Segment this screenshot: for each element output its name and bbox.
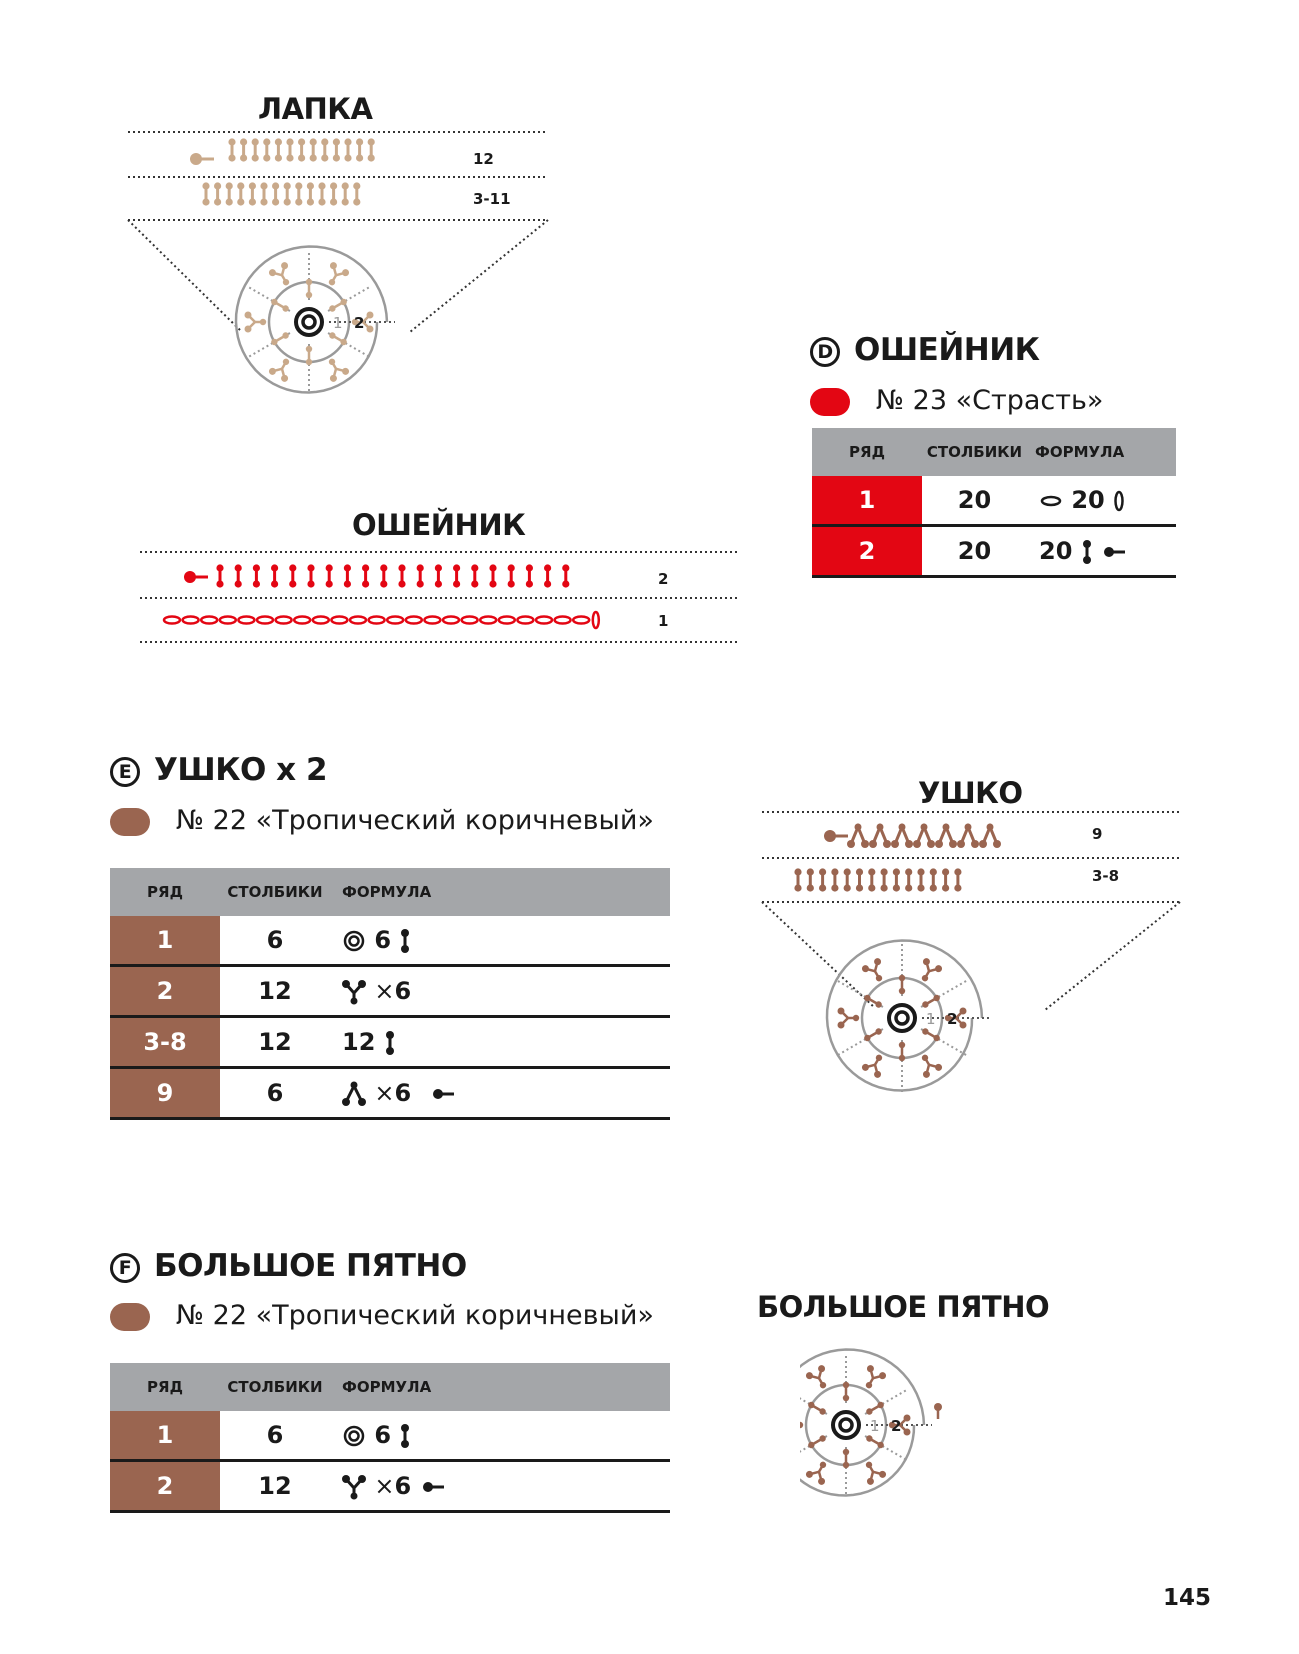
section-d-yarn-swatch <box>810 388 850 416</box>
sc-stitch-mark <box>508 564 515 587</box>
sc-stitch-mark <box>917 868 924 891</box>
ushko-row-label-3-8: 3-8 <box>1092 867 1120 885</box>
chain-stitch-mark <box>276 617 292 624</box>
formula <box>1027 476 1176 526</box>
chain-stitch-mark <box>201 617 217 624</box>
lapka-diagram <box>110 120 570 430</box>
section-f-title <box>110 1248 467 1284</box>
lapka-row-label-3-11: 3-11 <box>473 190 511 208</box>
row-number: 3-8 <box>110 1017 220 1068</box>
header-formula: ФОРМУЛА <box>1027 428 1176 476</box>
header-stitches: СТОЛБИКИ <box>922 428 1027 476</box>
lapka-sc-row-top <box>228 138 374 161</box>
sc-stitch-mark <box>831 868 838 891</box>
table-row <box>812 526 1176 577</box>
slip-stitch-icon <box>420 1480 446 1494</box>
formula <box>330 1461 670 1512</box>
sc-stitch-mark <box>321 138 328 161</box>
increase-icon <box>342 979 366 1005</box>
sc-stitch-mark <box>843 1382 849 1401</box>
sc-stitch-mark <box>868 868 875 891</box>
slip-stitch-icon <box>1101 545 1127 559</box>
chain-icon <box>1039 494 1063 508</box>
osheynik-sc-row <box>216 564 569 587</box>
chain-stitch-mark <box>443 617 459 624</box>
decrease-stitch-mark <box>979 824 1001 849</box>
row-number: 1 <box>110 916 220 966</box>
sc-stitch-mark <box>295 182 302 205</box>
sc-stitch-mark <box>453 564 460 587</box>
sc-stitch-mark <box>856 868 863 891</box>
sc-stitch-mark <box>905 868 912 891</box>
lapka-magic-ring-spiral <box>236 247 395 395</box>
table-row <box>110 1461 670 1512</box>
increase-stitch-mark <box>245 312 267 333</box>
pyatno-diagram-title: БОЛЬШОЕ ПЯТНО <box>757 1290 1050 1324</box>
section-d-yarn <box>810 385 1103 416</box>
increase-icon <box>342 1474 366 1500</box>
formula <box>330 1068 670 1119</box>
section-f-yarn-swatch <box>110 1303 150 1331</box>
formula-count: 20 <box>1071 486 1105 514</box>
chain-stitch-mark <box>517 617 533 624</box>
increase-stitch-mark <box>838 1008 860 1029</box>
formula-count: 12 <box>342 1028 376 1056</box>
ring-label-2: 2 <box>354 314 365 332</box>
section-e-yarn-swatch <box>110 808 150 836</box>
formula <box>330 1411 670 1461</box>
decrease-stitch-mark <box>913 824 935 849</box>
header-stitches: СТОЛБИКИ <box>220 868 330 916</box>
sc-stitch-mark <box>807 868 814 891</box>
chain-stitch-mark <box>499 617 515 624</box>
sc-stitch-mark <box>271 564 278 587</box>
stitch-count: 12 <box>220 1461 330 1512</box>
times-sign: × <box>374 1079 395 1107</box>
osheynik-row-label-1: 1 <box>658 612 669 630</box>
sc-stitch-mark <box>362 564 369 587</box>
row-number: 1 <box>110 1411 220 1461</box>
sc-stitch-mark <box>435 564 442 587</box>
osheynik-chain-row <box>164 612 599 628</box>
table-row <box>110 966 670 1017</box>
formula <box>330 1017 670 1068</box>
sc-stitch-mark <box>380 564 387 587</box>
formula-count: 6 <box>374 1421 392 1449</box>
decrease-icon <box>342 1081 366 1107</box>
section-e-badge: E <box>110 757 140 787</box>
sc-stitch-mark <box>284 182 291 205</box>
row-number: 9 <box>110 1068 220 1119</box>
slip-stitch-icon <box>430 1087 456 1101</box>
formula <box>330 916 670 966</box>
section-f-yarn-label: № 22 «Тропический коричневый» <box>176 1300 654 1331</box>
sc-stitch-mark <box>330 182 337 205</box>
formula-count: 6 <box>374 926 392 954</box>
single-crochet-icon <box>384 1030 396 1056</box>
chain-stitch-mark <box>555 617 571 624</box>
sc-stitch-mark <box>398 564 405 587</box>
table-row <box>812 476 1176 526</box>
chain-stitch-mark <box>331 617 347 624</box>
stitch-count: 20 <box>922 526 1027 577</box>
row-number: 2 <box>812 526 922 577</box>
sc-stitch-mark <box>275 138 282 161</box>
turning-chain-mark <box>593 612 599 628</box>
increase-stitch-mark <box>800 1415 803 1436</box>
sc-stitch-mark <box>471 564 478 587</box>
ring-label-2: 2 <box>947 1010 958 1028</box>
sc-stitch-mark <box>310 138 317 161</box>
sc-stitch-mark <box>526 564 533 587</box>
sc-stitch-mark <box>214 182 221 205</box>
sc-stitch-mark <box>893 868 900 891</box>
sc-stitch-mark <box>298 138 305 161</box>
ushko-row-label-9: 9 <box>1092 825 1103 843</box>
chain-stitch-mark <box>424 617 440 624</box>
section-e-title <box>110 752 327 788</box>
chain-stitch-mark <box>183 617 199 624</box>
sc-stitch-mark <box>942 868 949 891</box>
section-e-table <box>110 868 670 1120</box>
sc-stitch-mark <box>843 1449 849 1468</box>
table-row <box>110 1068 670 1119</box>
formula-count: 6 <box>394 1472 412 1500</box>
header-row: РЯД <box>110 868 220 916</box>
osheynik-row-label-2: 2 <box>658 570 669 588</box>
pyatno-magic-ring-spiral <box>800 1350 942 1498</box>
chain-stitch-mark <box>462 617 478 624</box>
osheynik-diagram <box>130 540 750 650</box>
header-row: РЯД <box>110 1363 220 1411</box>
single-crochet-icon <box>399 928 411 954</box>
magic-ring-icon <box>342 1424 366 1448</box>
lapka-sc-row-mid <box>202 182 360 205</box>
osheynik-row-2-slip-stitch <box>184 571 208 583</box>
sc-stitch-mark <box>417 564 424 587</box>
sc-stitch-mark <box>794 868 801 891</box>
section-e-yarn-label: № 22 «Тропический коричневый» <box>176 805 654 836</box>
sc-stitch-mark <box>356 138 363 161</box>
chain-stitch-mark <box>480 617 496 624</box>
sc-stitch-mark <box>263 138 270 161</box>
ushko-row-9-slip-stitch <box>824 830 848 842</box>
chain-stitch-mark <box>387 617 403 624</box>
formula-count: 20 <box>1039 537 1073 565</box>
section-d-title-text: ОШЕЙНИК <box>854 332 1040 368</box>
sc-stitch-mark <box>326 564 333 587</box>
sc-stitch-mark <box>260 182 267 205</box>
header-formula: ФОРМУЛА <box>330 868 670 916</box>
lapka-diagram-title: ЛАПКА <box>258 92 373 126</box>
sc-stitch-mark <box>240 138 247 161</box>
chain-stitch-mark <box>164 617 180 624</box>
single-crochet-icon <box>1081 539 1093 565</box>
sc-stitch-mark <box>216 564 223 587</box>
lapka-row-label-12: 12 <box>473 150 494 168</box>
osheynik-diagram-title: ОШЕЙНИК <box>352 508 526 542</box>
sc-stitch-mark <box>819 868 826 891</box>
slip-stitch-mark <box>934 1403 942 1419</box>
pyatno-diagram <box>800 1320 1020 1510</box>
section-d-title <box>810 332 1040 368</box>
sc-stitch-mark <box>272 182 279 205</box>
section-d-yarn-label: № 23 «Страсть» <box>876 385 1104 416</box>
ring-label-1: 1 <box>333 314 343 332</box>
single-crochet-icon <box>399 1423 411 1449</box>
ushko-decrease-row <box>847 824 1001 849</box>
times-sign: × <box>374 977 395 1005</box>
chain-stitch-mark <box>257 617 273 624</box>
chain-stitch-mark <box>573 617 589 624</box>
sc-stitch-mark <box>289 564 296 587</box>
formula <box>330 966 670 1017</box>
turning-chain-icon <box>1113 489 1125 513</box>
sc-stitch-mark <box>226 182 233 205</box>
sc-stitch-mark <box>342 182 349 205</box>
sc-stitch-mark <box>228 138 235 161</box>
sc-stitch-mark <box>930 868 937 891</box>
stitch-count: 6 <box>220 1411 330 1461</box>
sc-stitch-mark <box>544 564 551 587</box>
chain-stitch-mark <box>350 617 366 624</box>
stitch-count: 12 <box>220 1017 330 1068</box>
sc-stitch-mark <box>252 138 259 161</box>
sc-stitch-mark <box>562 564 569 587</box>
chain-stitch-mark <box>238 617 254 624</box>
sc-stitch-mark <box>286 138 293 161</box>
decrease-stitch-mark <box>935 824 957 849</box>
sc-stitch-mark <box>344 564 351 587</box>
sc-stitch-mark <box>489 564 496 587</box>
chain-stitch-mark <box>313 617 329 624</box>
sc-stitch-mark <box>344 138 351 161</box>
row-number: 2 <box>110 1461 220 1512</box>
table-row <box>110 1411 670 1461</box>
header-row: РЯД <box>812 428 922 476</box>
row-number: 1 <box>812 476 922 526</box>
ushko-diagram <box>750 800 1190 1120</box>
table-row <box>110 916 670 966</box>
sc-stitch-mark <box>307 182 314 205</box>
sc-stitch-mark <box>235 564 242 587</box>
row-number: 2 <box>110 966 220 1017</box>
table-row <box>110 1017 670 1068</box>
sc-stitch-mark <box>306 279 312 298</box>
decrease-stitch-mark <box>891 824 913 849</box>
ring-label-1: 1 <box>870 1417 880 1435</box>
decrease-stitch-mark <box>957 824 979 849</box>
section-f-badge: F <box>110 1253 140 1283</box>
formula-count: 6 <box>394 977 412 1005</box>
section-f-yarn <box>110 1300 654 1331</box>
section-f-table <box>110 1363 670 1513</box>
sc-stitch-mark <box>202 182 209 205</box>
lapka-row-12-stitches <box>190 153 214 165</box>
table-header <box>110 1363 670 1411</box>
header-stitches: СТОЛБИКИ <box>220 1363 330 1411</box>
formula-count: 6 <box>394 1079 412 1107</box>
sc-stitch-mark <box>253 564 260 587</box>
ring-label-2: 2 <box>891 1417 902 1435</box>
stitch-count: 12 <box>220 966 330 1017</box>
section-d-badge: D <box>810 337 840 367</box>
table-header <box>812 428 1176 476</box>
chain-stitch-mark <box>294 617 310 624</box>
chain-stitch-mark <box>536 617 552 624</box>
stitch-count: 20 <box>922 476 1027 526</box>
ushko-sc-row <box>794 868 961 891</box>
sc-stitch-mark <box>307 564 314 587</box>
sc-stitch-mark <box>353 182 360 205</box>
sc-stitch-mark <box>844 868 851 891</box>
formula <box>1027 526 1176 577</box>
page-number: 145 <box>1163 1585 1212 1611</box>
sc-stitch-mark <box>249 182 256 205</box>
section-e-yarn <box>110 805 654 836</box>
stitch-count: 6 <box>220 1068 330 1119</box>
header-formula: ФОРМУЛА <box>330 1363 670 1411</box>
sc-stitch-mark <box>318 182 325 205</box>
section-d-table <box>812 428 1176 578</box>
times-sign: × <box>374 1472 395 1500</box>
sc-stitch-mark <box>333 138 340 161</box>
stitch-count: 6 <box>220 916 330 966</box>
chain-stitch-mark <box>220 617 236 624</box>
sc-stitch-mark <box>954 868 961 891</box>
ushko-magic-ring-spiral <box>827 941 990 1093</box>
section-e-title-text: УШКО х 2 <box>154 752 328 788</box>
section-f-title-text: БОЛЬШОЕ ПЯТНО <box>154 1248 467 1284</box>
sc-stitch-mark <box>881 868 888 891</box>
sc-stitch-mark <box>899 1042 905 1061</box>
sc-stitch-mark <box>368 138 375 161</box>
chain-stitch-mark <box>406 617 422 624</box>
table-header <box>110 868 670 916</box>
decrease-stitch-mark <box>847 824 869 849</box>
magic-ring-icon <box>342 929 366 953</box>
sc-stitch-mark <box>306 346 312 365</box>
ring-label-1: 1 <box>926 1010 936 1028</box>
ushko-diagram-title: УШКО <box>918 776 1023 810</box>
chain-stitch-mark <box>369 617 385 624</box>
decrease-stitch-mark <box>869 824 891 849</box>
sc-stitch-mark <box>237 182 244 205</box>
sc-stitch-mark <box>899 975 905 994</box>
